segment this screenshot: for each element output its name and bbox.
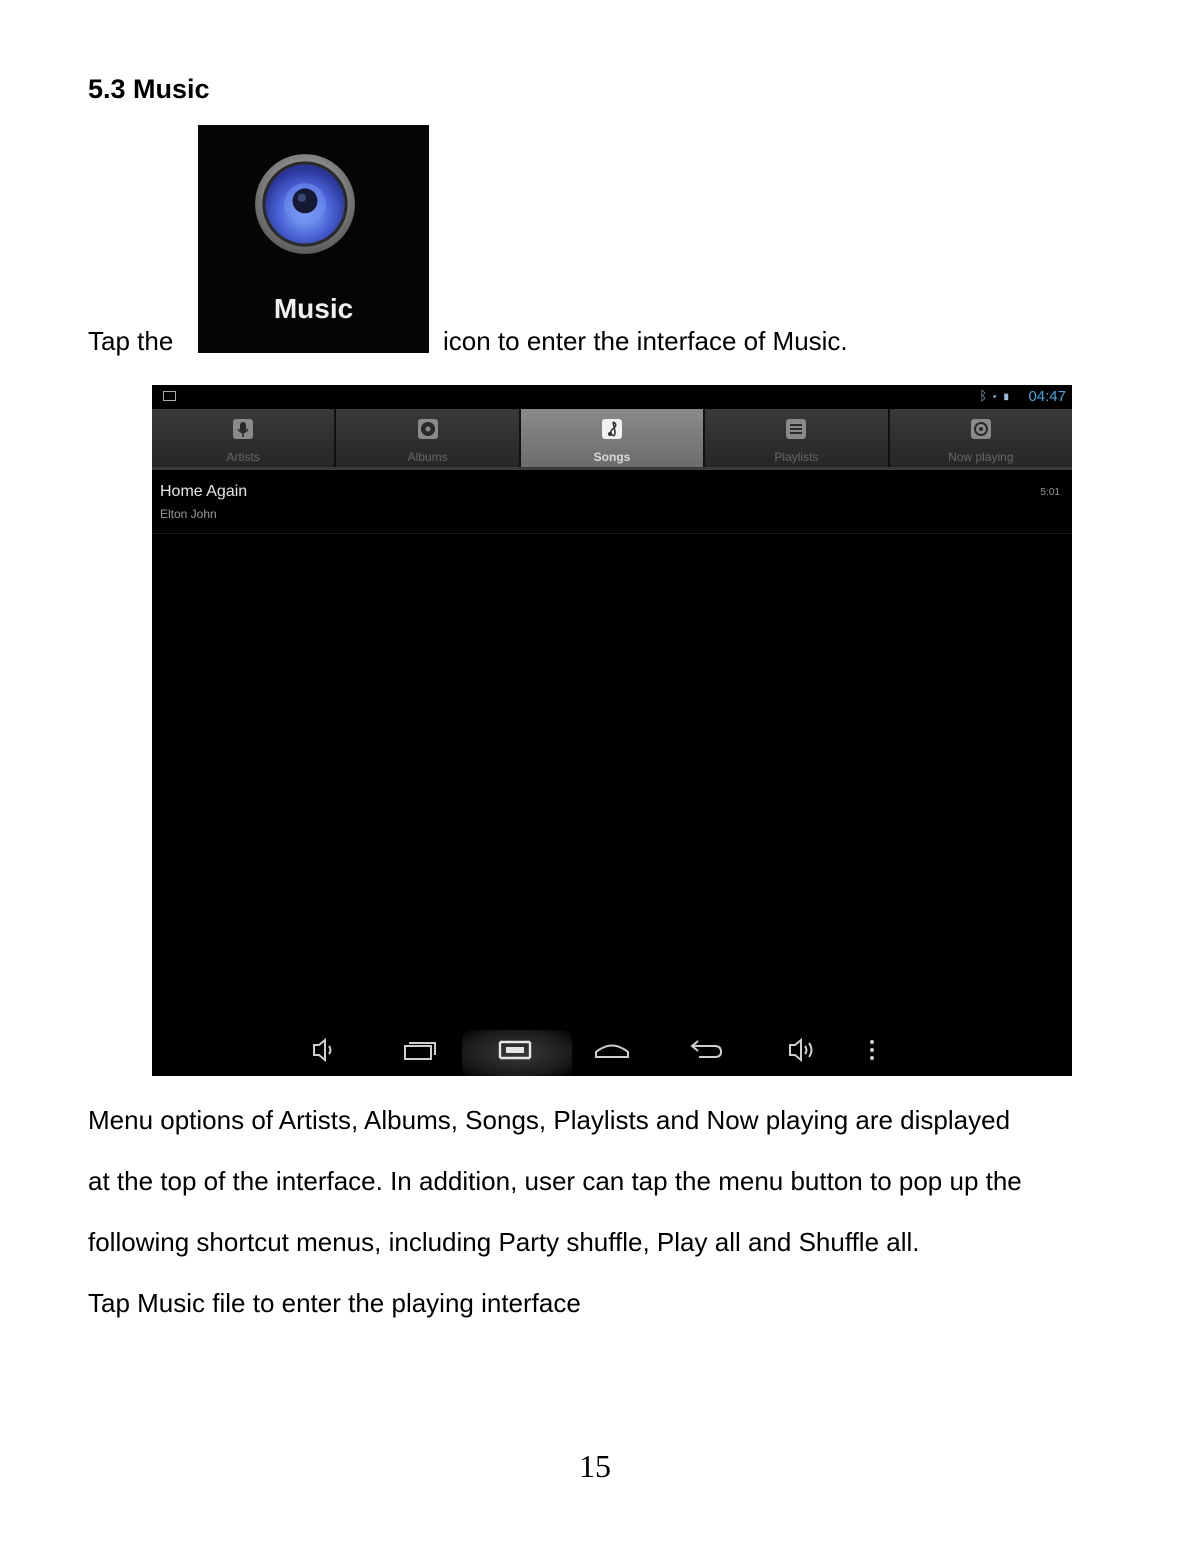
status-time: 04:47 (1028, 388, 1066, 405)
library-tabs (152, 409, 1072, 470)
tab-label: Now playing (948, 450, 1014, 464)
tab-label: Artists (226, 450, 260, 464)
music-note-icon (600, 417, 624, 441)
description-line-4: Tap Music file to enter the playing interface (88, 1288, 581, 1318)
bluetooth-icon: ᛒ (979, 388, 988, 403)
tab-label: Playlists (774, 450, 819, 464)
tap-instruction-after: icon to enter the interface of Music. (443, 326, 848, 356)
volume-down-icon[interactable] (302, 1031, 342, 1069)
tab-label: Albums (407, 450, 448, 464)
description-line-1: Menu options of Artists, Albums, Songs, Playlists and Now playing are displayed (88, 1105, 1011, 1135)
navigation-bar (152, 1025, 1072, 1076)
tab-songs[interactable] (521, 409, 705, 467)
tab-playlists[interactable] (705, 409, 889, 467)
song-list-item[interactable] (152, 477, 1072, 534)
description-line-2: at the top of the interface. In addition, user can tap the menu button to pop up the (88, 1166, 1022, 1196)
tab-now-playing[interactable] (890, 409, 1072, 467)
notification-icon (163, 391, 176, 401)
status-icons (979, 388, 1010, 403)
microphone-icon (231, 417, 255, 441)
now-playing-icon (969, 417, 993, 441)
music-app-label: Music (273, 293, 354, 324)
tab-artists[interactable] (152, 409, 336, 467)
playlist-icon (784, 417, 808, 441)
battery-icon: ▮ (1002, 388, 1010, 403)
song-title: Home Again (160, 483, 248, 500)
page-number: 15 (579, 1448, 611, 1484)
music-app-screenshot (152, 385, 1072, 1076)
volume-up-icon[interactable] (782, 1031, 822, 1069)
tap-instruction-before: Tap the (88, 326, 174, 356)
song-duration: 5:01 (1040, 487, 1060, 498)
section-heading: 5.3 Music (88, 74, 210, 104)
recent-apps-icon[interactable] (400, 1031, 440, 1069)
back-icon[interactable] (687, 1031, 727, 1069)
home-icon[interactable] (592, 1031, 632, 1069)
album-icon (416, 417, 440, 441)
status-bar (152, 385, 1072, 409)
menu-icon[interactable] (852, 1031, 892, 1069)
song-artist: Elton John (160, 507, 217, 521)
music-app-icon (198, 125, 429, 353)
screenshot-icon[interactable] (495, 1031, 535, 1069)
wifi-icon: ▾ (990, 388, 999, 403)
tab-albums[interactable] (336, 409, 520, 467)
description-line-3: following shortcut menus, including Party shuffle, Play all and Shuffle all. (88, 1227, 920, 1257)
speaker-icon (253, 152, 357, 256)
tab-label: Songs (593, 450, 631, 464)
